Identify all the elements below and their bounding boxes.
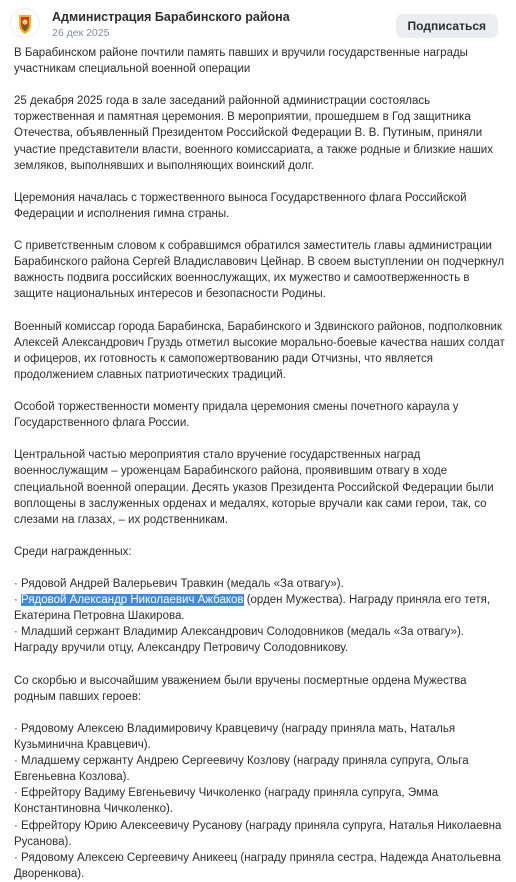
fallen-item: · Младшему сержанту Андрею Сергеевичу Козлову (награду приняла супруга, Ольга Евгеньевна Козлова).: [14, 755, 469, 784]
bullet: ·: [14, 594, 22, 607]
awardee-item: · Младший сержант Владимир Александрович Солодовников (медаль «За отвагу»). Награду вручили отцу, Александру Петровичу Солодовникову.: [14, 626, 464, 655]
posthumous-intro: Со скорбью и высочайшим уважением были вручены посмертные ордена Мужества родным павших героев:: [14, 674, 467, 703]
subscribe-button[interactable]: Подписаться: [396, 14, 498, 38]
post-paragraph: Военный комиссар города Барабинска, Барабинского и Здвинского районов, подполковник Алексей Александрович Груздь отметил высокие морально-боевые качества наших солдат и офицеров, их готовность к самопожертвованию ради Отчизны, что является продолжением славных патриотических традиций.: [14, 320, 505, 381]
post-header: [0, 0, 516, 44]
fallen-item: · Ефрейтору Юрию Алексеевичу Русанову (награду приняла супруга, Наталья Николаевна Русанова).: [14, 819, 502, 848]
avatar[interactable]: [10, 8, 40, 38]
awardees-heading: Среди награжденных:: [14, 545, 132, 558]
post-paragraph: С приветственным словом к собравшимся обратился заместитель главы администрации Барабинского района Сергей Владиславович Цейнар. В своем выступлении он подчеркнул важность подвига российских военнослужащих, их мужество и самоотверженность в защите национальных интересов и безопасности Родины.: [14, 240, 505, 301]
awardee-detail: (орден Мужества). Награду приняла его тетя, Екатерина Петровна Шакирова.: [14, 594, 491, 623]
fallen-item: · Рядовому Алексею Владимировичу Кравцевичу (награду приняла мать, Наталья Кузьминична Кравцевич).: [14, 722, 456, 752]
highlighted-selection[interactable]: Рядовой Александр Николаевич Ажбаков: [21, 594, 244, 607]
post-paragraph: В Барабинском районе почтили память павших и вручили государственные награды участникам специальной военной операции: [14, 47, 468, 76]
post-paragraph: Центральной частью мероприятия стало вручение государственных наград военнослужащим – уроженцам Барабинского района, проявившим отвагу в ходе специальной военной операции. Десять указов Президента Российской Федерации были воплощены в заслуженных орденах и медалях, которые вручали как сами герои, так, со слезами на глазах, – их родственникам.: [14, 449, 494, 526]
coat-of-arms-icon: [11, 9, 39, 37]
post-text: [14, 45, 506, 882]
awardee-item: · Рядовой Андрей Валерьевич Травкин (медаль «За отвагу»).: [14, 578, 344, 591]
fallen-item: · Ефрейтору Вадиму Евгеньевичу Чичколенко (награду приняла супруга, Эмма Константиновна Чичколенко).: [14, 787, 439, 816]
fallen-item: · Рядовому Алексею Сергеевичу Аникеец (награду приняла сестра, Надежда Анатольевна Дворенкова).: [14, 851, 501, 880]
awardee-item: [14, 592, 506, 624]
post-paragraph: Особой торжественности моменту придала церемония смены почетного караула у Государственного флага России.: [14, 401, 459, 430]
post-paragraph: 25 декабря 2025 года в зале заседаний районной администрации состоялась торжественная и памятная церемония. В мероприятии, прошедшем в Год защитника Отечества, объявленный Президентом Российской Федерации В. В. Путиным, приняли участие представители власти, военного комиссариата, а также родные и близкие наших земляков, выполнявших и выполняющих воинский долг.: [14, 95, 493, 172]
post-date[interactable]: 26 дек 2025: [52, 27, 110, 39]
org-name[interactable]: Администрация Барабинского района: [52, 10, 290, 24]
post-paragraph: Церемония началась с торжественного выноса Государственного флага Российской Федерации и исполнения гимна страны.: [14, 191, 467, 220]
